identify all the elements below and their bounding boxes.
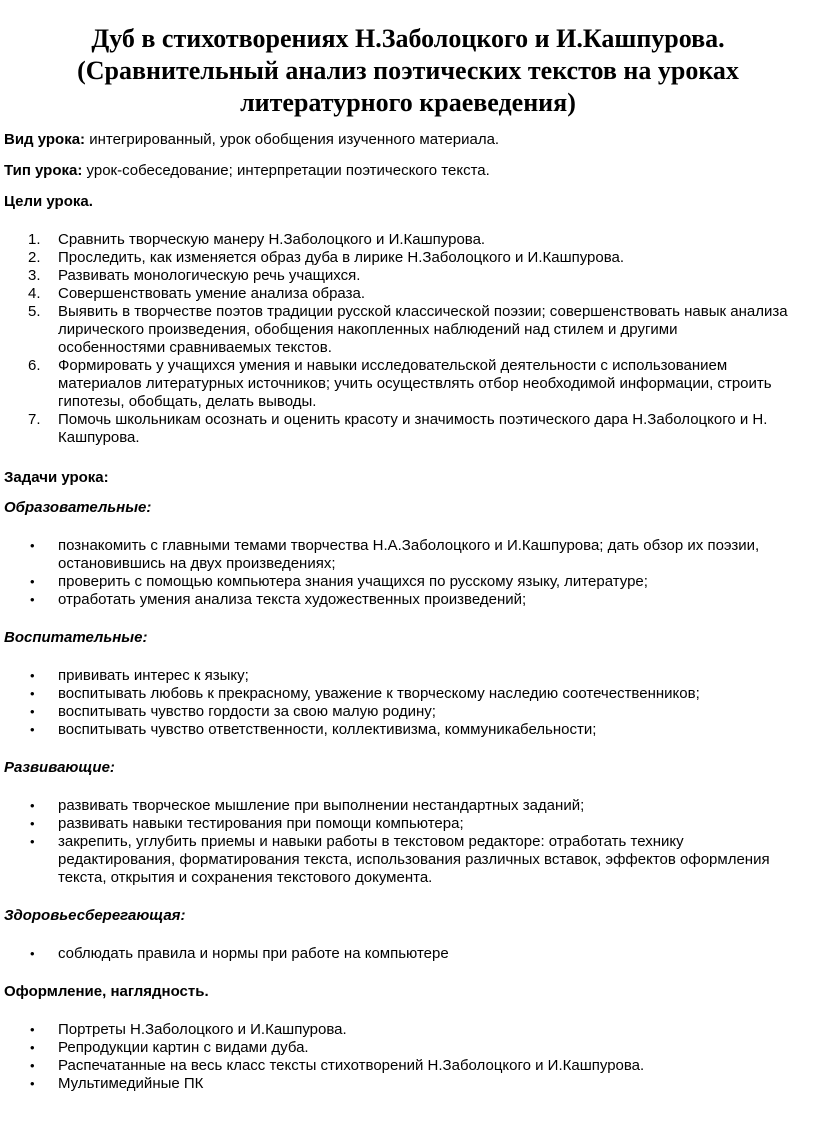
title-line-1: Дуб в стихотворениях Н.Заболоцкого и И.Кашпурова.: [91, 24, 725, 53]
bullet-icon: •: [30, 538, 35, 553]
developing-list: [0, 797, 816, 887]
list-item: [0, 685, 816, 703]
developing-heading: Развивающие:: [4, 759, 115, 776]
bullet-icon: •: [30, 1022, 35, 1037]
bullet-icon: •: [30, 1058, 35, 1073]
goal-text: Сравнить творческую манеру Н.Заболоцкого и И.Кашпурова.: [58, 231, 486, 248]
bullet-icon: •: [30, 686, 35, 701]
list-item: [0, 249, 816, 267]
task-text: развивать творческое мышление при выполнении нестандартных заданий;: [58, 797, 585, 814]
task-text: воспитывать чувство ответственности, коллективизма, коммуникабельности;: [58, 721, 597, 738]
goal-text: Выявить в творчестве поэтов традиции русской классической поэзии; совершенствовать навык анализа лирического произведения, обобщения накопленных наблюдений над стилем и другими особенностями сравниваемых текстов.: [58, 303, 788, 356]
spacer: [0, 447, 816, 469]
list-number: 1.: [28, 231, 41, 248]
health-heading: Здоровьесберегающая:: [4, 907, 186, 924]
task-text: соблюдать правила и нормы при работе на компьютере: [58, 945, 449, 962]
lesson-type-value: урок-собеседование; интерпретации поэтического текста.: [82, 162, 490, 179]
list-item: [0, 945, 816, 963]
goal-text: Развивать монологическую речь учащихся.: [58, 267, 361, 284]
task-text: воспитывать чувство гордости за свою малую родину;: [58, 703, 436, 720]
bullet-icon: •: [30, 946, 35, 961]
bullet-icon: •: [30, 668, 35, 683]
task-text: прививать интерес к языку;: [58, 667, 249, 684]
list-number: 2.: [28, 249, 41, 266]
list-item: [0, 591, 816, 609]
goals-list: [0, 231, 816, 447]
goals-heading: Цели урока.: [4, 193, 93, 210]
list-item: [0, 573, 816, 591]
bullet-icon: •: [30, 816, 35, 831]
health-list: [0, 945, 816, 963]
list-item: [0, 1021, 816, 1039]
lesson-kind-value: интегрированный, урок обобщения изученного материала.: [85, 131, 500, 148]
equipment-text: Мультимедийные ПК: [58, 1075, 204, 1092]
title-line-2: (Сравнительный анализ поэтических текстов на уроках: [77, 56, 739, 85]
bullet-icon: •: [30, 1040, 35, 1055]
goal-text: Помочь школьникам осознать и оценить красоту и значимость поэтического дара Н.Заболоцкого и Н. Кашпурова.: [58, 411, 768, 446]
spacer: [0, 609, 816, 629]
list-number: 5.: [28, 303, 41, 320]
bullet-icon: •: [30, 574, 35, 589]
bullet-icon: •: [30, 722, 35, 737]
list-item: [0, 1075, 816, 1093]
spacer: [0, 963, 816, 983]
equipment-text: Репродукции картин с видами дуба.: [58, 1039, 309, 1056]
list-item: [0, 703, 816, 721]
bullet-icon: •: [30, 798, 35, 813]
list-item: [0, 285, 816, 303]
task-text: закрепить, углубить приемы и навыки работы в текстовом редакторе: отработать технику редактирования, форматирования текста, использования различных вставок, эффектов оформления текста, открытия и сохранения текстового документа.: [58, 833, 770, 886]
lesson-type: [0, 162, 816, 180]
goal-text: Формировать у учащихся умения и навыки исследовательской деятельности с использованием материалов литературных источников; учить осуществлять отбор необходимой информации, строить гипотезы, обобщать, делать выводы.: [58, 357, 772, 410]
equipment-heading: Оформление, наглядность.: [4, 983, 209, 1000]
spacer: [0, 887, 816, 907]
list-item: [0, 721, 816, 739]
bullet-icon: •: [30, 592, 35, 607]
bullet-icon: •: [30, 704, 35, 719]
list-number: 7.: [28, 411, 41, 428]
list-number: 6.: [28, 357, 41, 374]
list-item: [0, 411, 816, 447]
list-item: [0, 267, 816, 285]
list-item: [0, 1057, 816, 1075]
document-title: [0, 23, 816, 119]
task-text: развивать навыки тестирования при помощи компьютера;: [58, 815, 464, 832]
list-number: 3.: [28, 267, 41, 284]
goal-text: Проследить, как изменяется образ дуба в лирике Н.Заболоцкого и И.Кашпурова.: [58, 249, 625, 266]
title-line-3: литературного краеведения): [240, 88, 576, 117]
tasks-heading: Задачи урока:: [4, 469, 109, 486]
bullet-icon: •: [30, 834, 35, 849]
bullet-icon: •: [30, 1076, 35, 1091]
list-item: [0, 1039, 816, 1057]
educational-heading: Образовательные:: [4, 499, 152, 516]
task-text: познакомить с главными темами творчества Н.А.Заболоцкого и И.Кашпурова; дать обзор их поэзии, остановившись на двух произведениях;: [58, 537, 760, 572]
list-item: [0, 797, 816, 815]
task-text: проверить с помощью компьютера знания учащихся по русскому языку, литературе;: [58, 573, 648, 590]
list-number: 4.: [28, 285, 41, 302]
lesson-kind: [0, 131, 816, 149]
list-item: [0, 537, 816, 573]
educational-list: [0, 537, 816, 609]
spacer: [0, 487, 816, 499]
upbringing-heading: Воспитательные:: [4, 629, 148, 646]
spacer: [0, 739, 816, 759]
lesson-type-label: Тип урока:: [4, 162, 83, 179]
list-item: [0, 357, 816, 411]
list-item: [0, 833, 816, 887]
list-item: [0, 231, 816, 249]
list-item: [0, 815, 816, 833]
lesson-kind-label: Вид урока:: [4, 131, 86, 148]
task-text: воспитывать любовь к прекрасному, уважение к творческому наследию соотечественников;: [58, 685, 700, 702]
goal-text: Совершенствовать умение анализа образа.: [58, 285, 365, 302]
list-item: [0, 303, 816, 357]
upbringing-list: [0, 667, 816, 739]
list-item: [0, 667, 816, 685]
task-text: отработать умения анализа текста художественных произведений;: [58, 591, 527, 608]
equipment-text: Распечатанные на весь класс тексты стихотворений Н.Заболоцкого и И.Кашпурова.: [58, 1057, 645, 1074]
equipment-list: [0, 1021, 816, 1093]
equipment-text: Портреты Н.Заболоцкого и И.Кашпурова.: [58, 1021, 347, 1038]
